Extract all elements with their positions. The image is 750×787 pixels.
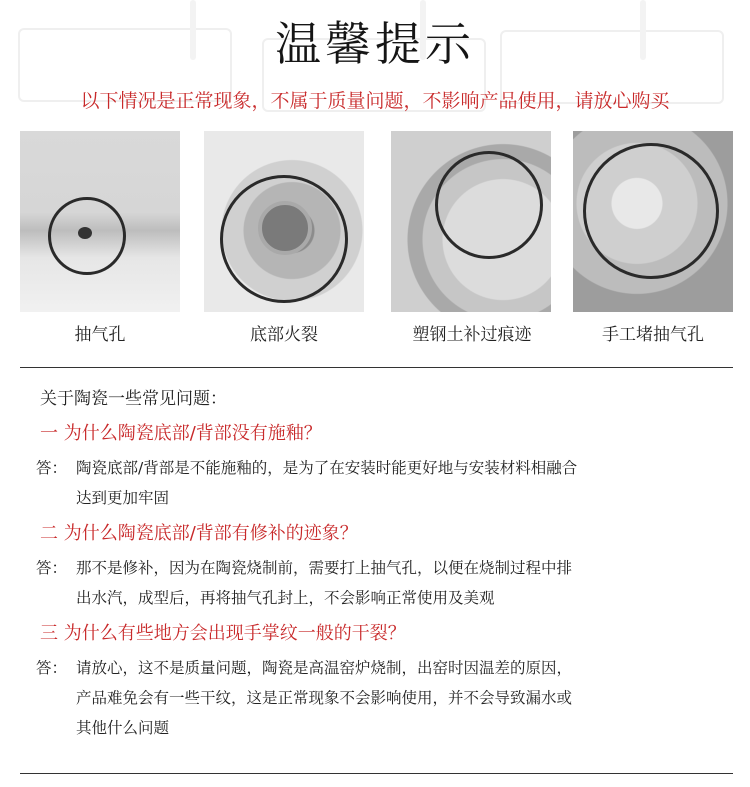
divider (20, 367, 733, 368)
highlight-circle (48, 197, 126, 275)
plugged-vent-photo (573, 131, 733, 312)
page-title: 温馨提示 (275, 17, 475, 71)
photo-captions (20, 320, 733, 348)
answer-line: 请放心，这不是质量问题，陶瓷是高温窑炉烧制，出窑时因温差的原因， (76, 659, 573, 677)
answer-line: 出水汽，成型后，再将抽气孔封上，不会影响正常使用及美观 (76, 589, 495, 607)
answer-line: 陶瓷底部/背部是不能施釉的，是为了在安装时能更好地与安装材料相融合 (76, 459, 578, 477)
photo-caption: 手工堵抽气孔 (602, 325, 704, 345)
divider (20, 773, 733, 774)
page-subtitle: 以下情况是正常现象，不属于质量问题，不影响产品使用，请放心购买 (80, 90, 670, 112)
faq-heading: 关于陶瓷一些常见问题： (40, 389, 227, 409)
bottom-crack-photo (204, 131, 364, 312)
highlight-circle (583, 143, 719, 279)
highlight-circle (435, 151, 543, 259)
photo-caption: 抽气孔 (74, 325, 126, 345)
photo-caption: 底部火裂 (250, 325, 318, 345)
repair-trace-photo (391, 131, 551, 312)
faq-question: 二 为什么陶瓷底部/背部有修补的迹象？ (40, 523, 358, 544)
photo-caption: 塑钢土补过痕迹 (412, 325, 532, 345)
answer-line: 达到更加牢固 (76, 489, 170, 507)
answer-line: 产品难免会有一些干纹，这是正常现象不会影响使用，并不会导致漏水或 (76, 689, 573, 707)
faq-answer (36, 653, 730, 743)
vent-hole-photo (20, 131, 180, 312)
faq-question: 三 为什么有些地方会出现手掌纹一般的干裂？ (40, 623, 406, 644)
faq-answer (36, 553, 730, 613)
answer-label: 答： (36, 459, 68, 477)
faq-question: 一 为什么陶瓷底部/背部没有施釉？ (40, 423, 322, 444)
header-banner (0, 0, 750, 122)
highlight-circle (220, 175, 348, 303)
faq-answer (36, 453, 730, 513)
faq-section (36, 384, 730, 745)
answer-line: 那不是修补，因为在陶瓷烧制前，需要打上抽气孔，以便在烧制过程中排 (76, 559, 573, 577)
answer-line: 其他什么问题 (76, 719, 170, 737)
answer-label: 答： (36, 559, 68, 577)
answer-label: 答： (36, 659, 68, 677)
photo-row (20, 131, 733, 312)
